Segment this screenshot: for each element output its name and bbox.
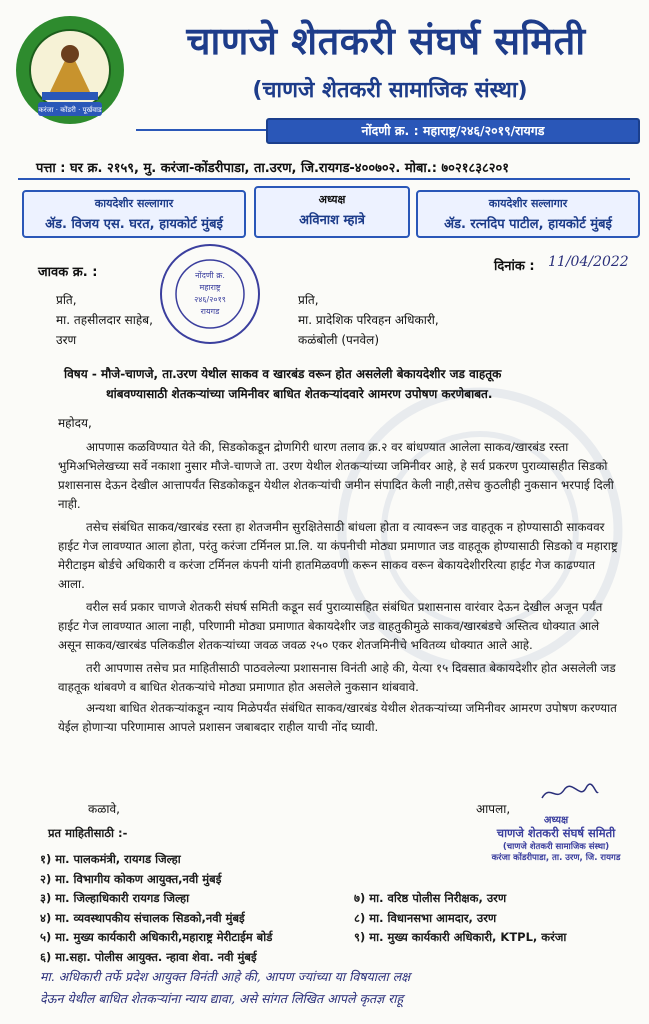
organization-logo [14, 14, 126, 126]
president-role: अध्यक्ष [318, 193, 346, 206]
copy-item: १) मा. पालकमंत्री, रायगड जिल्हा [40, 852, 181, 866]
copy-item: ६) मा.सहा. पोलीस आयुक्त. न्हावा शेवा. नवी मुंबई [40, 949, 257, 964]
copies-left [40, 850, 272, 967]
recipient-right [298, 290, 439, 350]
address-line: पत्ता : घर क्र. २१५९, मु. करंजा-कोंडरीपाडा, ता.उरण, जि.रायगड-४००७०२. मोबा.: ७०२१८३८२०१ [36, 161, 510, 176]
recipient-line: मा. प्रादेशिक परिवहन अधिकारी, [298, 313, 439, 327]
stamp-line2: महाराष्ट्र [199, 283, 221, 292]
sign-sub: (चाणजे शेतकरी सामाजिक संस्था) [502, 842, 610, 852]
divider [136, 129, 266, 131]
sign-address: करंजा कोंडरीपाडा, ता. उरण, जि. रायगड [491, 853, 621, 863]
registration-number: नोंदणी क्र. : महाराष्ट्र/२४६/२०१९/रायगड [266, 118, 640, 144]
subject-line: विषय - मौजे-चाणजे, ता.उरण येथील साकव व खारबंड वरून होत असलेली बेकायदेशीर जड वाहतूक [64, 367, 502, 381]
copy-item: ४) मा. व्यवस्थापकीय संचालक सिडको,नवी मुंबई [40, 910, 245, 925]
sign-org: चाणजे शेतकरी संघर्ष समिती [496, 826, 616, 840]
recipient-left [56, 290, 153, 350]
closing-left: कळावे, [88, 802, 120, 816]
copy-item: ८) मा. विधानसभा आमदार, उरण [354, 910, 497, 925]
copy-item: ७) मा. वरिष्ठ पोलीस निरीक्षक, उरण [354, 891, 507, 905]
recipient-line: मा. तहसीलदार साहेब, [56, 313, 153, 327]
paragraph: तरी आपणास तसेच प्रत माहितीसाठी पाठवलेल्या प्रशासनास विनंती आहे की, येत्या १५ दिवसात बेकायदेशीर होत असलेली जड वाहतूक थांबवणे व बाधित शेतकऱ्यांचे मोठ्या प्रमाणात होत असलेले नुकसान थांबवावे. [58, 661, 616, 694]
copies-right [354, 889, 566, 948]
closing-right: आपला, [476, 802, 511, 816]
paragraph: तसेच संबंधित साकव/खारबंड रस्ता हा शेतजमीन सुरक्षितेसाठी बांधला होता व त्यावरून जड वाहतूक न होण्यासाठी साकववर हाईट गेज लावण्यात आला होता, परंतु करंजा टर्मिनल प्रा.लि. या कंपनीची मोठ्या प्रमाणात जड वाहतूक होण्यासाठी सिडको व महाराष्ट्र मेरीटाइम बोर्डचे अधिकारी व करंजा टर्मिनल कंपनी यांनी हातमिळवणी करून साकव वरून बेकायदेशीररित्या हाईट गेज काढण्यात आला. [58, 520, 618, 591]
advisor-role: कायदेशीर सल्लागार [488, 197, 568, 210]
president-box [254, 186, 410, 238]
copy-item: ९) मा. मुख्य कार्यकारी अधिकारी, KTPL, करंजा [354, 930, 567, 944]
signature [540, 782, 600, 808]
recipient-line: उरण [56, 333, 77, 347]
copy-item: ५) मा. मुख्य कार्यकारी अधिकारी,महाराष्ट्र मेरीटाईम बोर्ड [40, 930, 273, 944]
advisor-name: ॲड. रत्नदिप पाटील, हायकोर्ट मुंबई [444, 217, 612, 232]
sign-role: अध्यक्ष [543, 815, 569, 826]
salutation: महोदय, [58, 416, 92, 430]
stamp-line3: २४६/२०१९ [194, 295, 226, 304]
copy-item: ३) मा. जिल्हाधिकारी रायगड जिल्हा [40, 891, 190, 905]
date-label: दिनांक : [494, 259, 535, 274]
logo-bottom-text: करंजा · कोंडरी · पूर्खवाड [38, 106, 102, 114]
recipient-line: प्रति, [56, 293, 77, 307]
paragraph: अन्यथा बाधित शेतकऱ्यांकडून न्याय मिळेपर्यंत संबंधित साकव/खारबंड येथील शेतकऱ्यांच्या जमिनीवर आमरण उपोषण करण्यात येईल होणाऱ्या परिणामास आपले प्रशासन जबाबदार राहील याची नोंद घ्यावी. [58, 701, 617, 734]
date-value: 11/04/2022 [548, 254, 629, 270]
subject-line: थांबवण्यासाठी शेतकऱ्यांच्या जमिनीवर बाधित शेतकऱ्यांदवारे आमरण उपोषण करणेबाबत. [106, 387, 493, 401]
recipient-line: प्रति, [298, 293, 319, 307]
paragraph: वरील सर्व प्रकार चाणजे शेतकरी संघर्ष समिती कडून सर्व पुराव्यासहित संबंधित प्रशासनास वारंवार देऊन देखील अजून पर्यंत हाईट गेज लावण्यात आला नाही, परिणामी मोठ्या प्रमाणात बेकायदेशीर जड वाहतुकीमुळे साकव/खारबंडचे अस्तित्व धोक्यात आले असून साकव/खारबंड पलिकडील शेतकऱ्यांच्या जवळ जवळ २५० एकर शेतजमिनीचे भवितव्य धोक्यात आले आहे. [58, 600, 603, 652]
organization-title: चाणजे शेतकरी संघर्ष समिती [186, 19, 586, 63]
president-name: अविनाश म्हात्रे [299, 213, 365, 228]
legal-advisor-left [22, 190, 246, 238]
signature-block [476, 812, 636, 863]
paragraph: आपणास कळविण्यात येते की, सिडकोकडून द्रोणगिरी धारण तलाव क्र.२ वर बांधण्यात आलेला साकव/खारबंड रस्ता भुमिअभिलेखच्या सर्वे नकाशा नुसार मौजे-चाणजे ता. उरण येथील शेतकऱ्यांच्या जमिनीवर आहे, हे सर्व प्रकरण पुराव्यासहीत सिडको प्रशासनास देऊन देखील आत्तापर्यंत सिडकोकडून येथील शेतकऱ्यांची जमीन संपादित केली नाही,तसेच कुठलीही नुकसान भरपाई दिली नाही. [58, 440, 614, 511]
subject [64, 364, 624, 404]
signature-scribble [540, 782, 600, 804]
recipient-line: कळंबोली (पनवेल) [298, 333, 380, 347]
copies-heading: प्रत माहितीसाठी :- [48, 826, 128, 840]
advisor-name: ॲड. विजय एस. घरत, हायकोर्ट मुंबई [45, 217, 223, 232]
copy-item: २) मा. विभागीय कोकण आयुक्त,नवी मुंबई [40, 871, 222, 886]
handwritten-note [40, 966, 640, 1010]
legal-advisor-right [416, 190, 640, 238]
handwritten-line: देऊन येथील बाधित शेतकऱ्यांना न्याय द्यावा, असे सांगत लिखित आपले कृतज्ञ राहू [40, 991, 404, 1006]
handwritten-line: मा. अधिकारी तर्फे प्रदेश आयुक्त विनंती आहे की, आपण ज्यांच्या या विषयाला लक्ष [40, 969, 411, 984]
stamp-line4: रायगड [200, 307, 220, 316]
organization-stamp [158, 242, 262, 346]
stamp-line1: नोंदणी क्र. [195, 271, 225, 280]
letter-body [58, 438, 624, 737]
advisor-role: कायदेशीर सल्लागार [94, 197, 174, 210]
outward-number-label: जावक क्र. : [38, 265, 98, 280]
organization-subtitle: (चाणजे शेतकरी सामाजिक संस्था) [252, 78, 528, 103]
divider [18, 178, 630, 180]
